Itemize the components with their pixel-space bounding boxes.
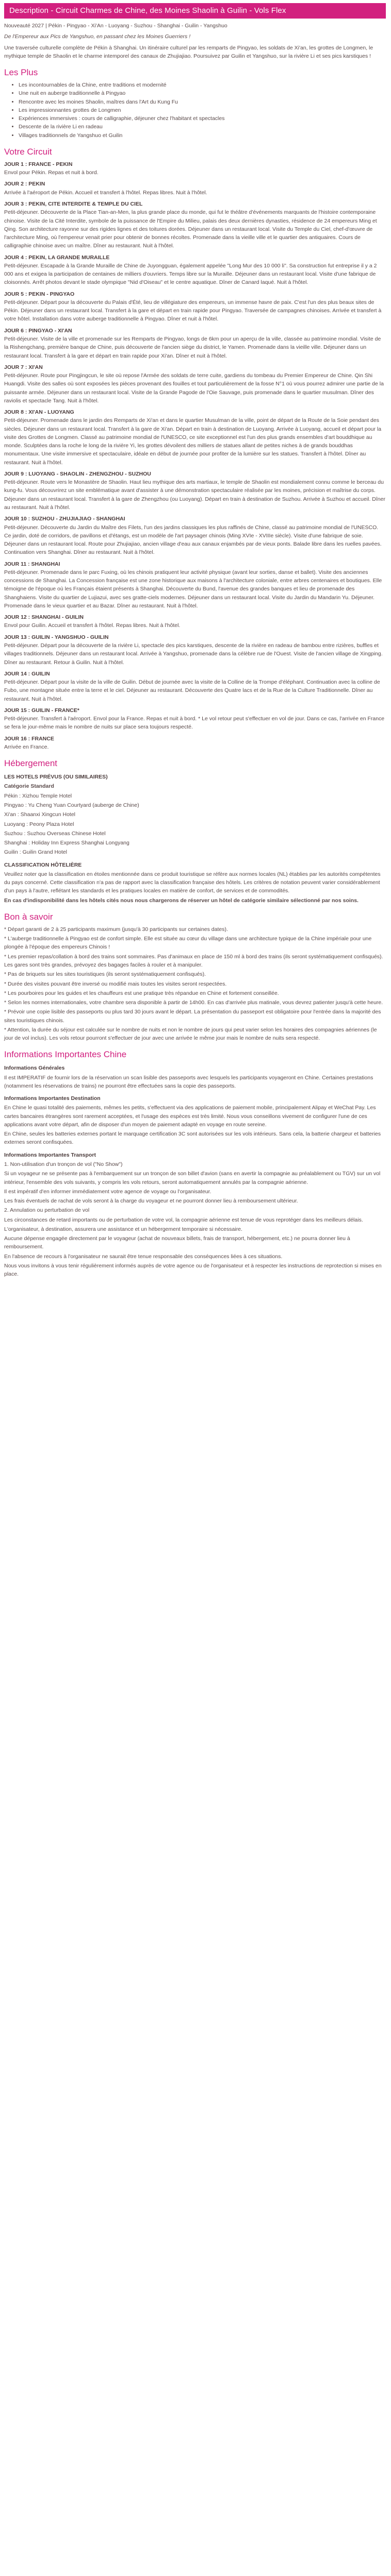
day-block xyxy=(4,470,386,512)
day-block xyxy=(4,408,386,467)
hebergement-block xyxy=(4,773,386,905)
hotel-line: Luoyang : Peony Plaza Hotel xyxy=(4,821,74,827)
day-text: Petit-déjeuner. Départ pour la découverte de la rivière Li, spectacle des pics karstiques, descente de la rivière en radeau de bambou entre rizières, buffles et villages traditionnels. Déjeuner dans un restaurant local. Arrivée à Yangshuo, promenade dans la célèbre rue de l'Ouest. Visite de l'ancien village de Xingping. Dîner au restaurant. Retour à Guilin. Nuit à l'hôtel. xyxy=(4,642,383,666)
infos-line: En Chine le quasi totalité des paiements, mêmes les petits, s'effectuent via des applications de paiement mobile, principalement Alipay et WeChat Pay. Les cartes bancaires étrangères sont rarement acceptées, et l'usage des espèces est très limité. Nous vous conseillons vivement de configurer l'une de ces applications avant votre départ, afin de disposer d'un moyen de paiement adapté en voyage en route sereine. xyxy=(4,1105,376,1128)
plus-item: • Villages traditionnels de Yangshuo et Guilin xyxy=(19,131,386,140)
day-text: Petit-déjeuner. Promenade dans le parc Fuxing, où les chinois pratiquent leur activité physique (avant leur sorties, danse et ballet). Visite des anciennes concessions de Shanghai. La Concession française est une zone historique aux maisons à l'architecture coloniale, entre arbres centenaires et boutiques. Elle témoigne de l'époque où les Français étaient présents à Shanghai. Découverte du Bund, l'avenue des grandes banques et lieu de promenade des Shanghaiens. Visite du quartier de Lujiazui, avec ses gratte-ciels modernes. Déjeuner dans un restaurant local. Visite du Jardin du Mandarin Yu. Déjeuner. Promenade dans le vieux quartier et au Bazar. Dîner au restaurant. Nuit à l'hôtel. xyxy=(4,569,382,609)
infos-heading: Informations Importantes Transport xyxy=(4,1151,96,1158)
infos-line: Il est impératif d'en informer immédiatement votre agence de voyage ou l'organisateur. xyxy=(4,1188,211,1195)
day-title: JOUR 15 : GUILIN - FRANCE* xyxy=(4,707,79,714)
hotel-line: Pingyao : Yu Cheng Yuan Courtyard (auberge de Chine) xyxy=(4,802,139,808)
day-title: JOUR 6 : PINGYAO - XI'AN xyxy=(4,327,72,334)
infos-heading: Informations Importantes Destination xyxy=(4,1095,101,1102)
day-text: Petit-déjeuner. Transfert à l'aéroport. Envol pour la France. Repas et nuit à bord. * Le vol retour peut s'effectuer en vol de jour. Dans ce cas, l'arrivée en France se fera le jour-même mais le nombre de nuits sur place sera toujours respecté. xyxy=(4,716,385,731)
day-block xyxy=(4,670,386,703)
plus-title: Les Plus xyxy=(4,67,38,78)
intro-route: Nouveauté 2027 | Pékin - Pingyao - Xi'An - Luoyang - Suzhou - Shanghai - Guilin - Yangshuo xyxy=(4,23,227,29)
day-block xyxy=(4,327,386,360)
day-title: JOUR 1 : FRANCE - PEKIN xyxy=(4,161,73,167)
infos-line: 1. Non-utilisation d'un tronçon de vol ("No Show") xyxy=(4,1161,123,1168)
intro-tagline: De l'Empereur aux Pics de Yangshuo, en passant chez les Moines Guerriers ! xyxy=(4,33,191,40)
hotel-line: Shanghai : Holiday Inn Express Shanghai Longyang xyxy=(4,840,129,846)
infos-title: Informations Importantes Chine xyxy=(4,1049,127,1060)
day-title: JOUR 12 : SHANGHAI - GUILIN xyxy=(4,614,84,621)
day-block xyxy=(4,253,386,287)
day-block xyxy=(4,633,386,667)
day-title: JOUR 11 : SHANGHAI xyxy=(4,561,60,567)
infos-line: Les frais éventuels de rachat de vols seront à la charge du voyageur et ne pourront donner lieu à remboursement ultérieur. xyxy=(4,1198,298,1205)
day-text: Petit-déjeuner. Découverte du Jardin du Maître des Filets, l'un des jardins classiques les plus raffinés de Chine, classé au patrimoine mondial de l'UNESCO. Ce jardin, doté de corridors, de pavillons et d'étangs, est un modèle de l'art paysager chinois (Ming XVIe - XVIIIe siècle). Visite d'une fabrique de soie. Déjeuner dans un restaurant local. Route pour Zhujiajiao, ancien village d'eau aux canaux enjambés par de vieux ponts. Balade libre dans les ruelles pavées. Continuation vers Shanghai. Dîner au restaurant. Nuit à l'hôtel. xyxy=(4,524,382,556)
day-text: Petit-déjeuner. Route vers le Monastère de Shaolin. Haut lieu mythique des arts martiaux, le temple de Shaolin est mondialement connu comme le berceau du kung-fu. Vous découvrirez un site emblématique avant d'assister à une démonstration spectaculaire réalisée par les moines, précision et maîtrise du corps. Déjeuner dans un restaurant local. Transfert à la gare de Zhengzhou (ou Luoyang). Départ en train à destination de Suzhou. Arrivée à Suzhou et accueil. Dîner au restaurant. Nuit à l'hôtel. xyxy=(4,479,385,511)
day-title: JOUR 9 : LUOYANG - SHAOLIN - ZHENGZHOU - SUZHOU xyxy=(4,470,151,477)
infos-line: Si un voyageur ne se présente pas à l'embarquement sur un tronçon de son billet d'avion (sans en avertir la compagnie au préalablement ou TGV) sur un vol intérieur, l'ensemble des vols suivants, y compris les vols retours, seront automatiquement annulés par la compagnie aérienne. xyxy=(4,1171,381,1185)
intro-text: Une traversée culturelle complète de Pékin à Shanghai. Un itinéraire culturel par les remparts de Pingyao, les soldats de Xi'an, les grottes de Longmen, le mythique temple de Shaolin et le charme intemporel des canaux de Zhujiajiao. Poursuivez par Guilin et Yangshuo, sur la rivière Li et ses pics karstiques ! xyxy=(4,44,373,59)
bonsavoir-item: * Selon les normes internationales, votre chambre sera disponible à partir de 14h00. En cas d'arrivée plus matinale, vous devrez patienter jusqu'à cette heure. xyxy=(4,999,383,1006)
day-title: JOUR 4 : PEKIN, LA GRANDE MURAILLE xyxy=(4,254,110,261)
day-block xyxy=(4,180,386,197)
day-text: Petit-déjeuner. Départ pour la découverte du Palais d'Été, lieu de villégiature des empereurs, un immense havre de paix. C'est l'un des plus beaux sites de Pékin. Déjeuner dans un restaurant local. Transfert à la gare et départ en train rapide pour Pingyao. Traversée de campagnes chinoises. Arrivée et transfert à votre hôtel. Installation dans votre auberge traditionnelle à Pingyao. Dîner et nuit à l'hôtel. xyxy=(4,299,382,323)
infos-line: Aucune dépense engagée directement par le voyageur (achat de nouveaux billets, frais de transport, hébergement, etc.) ne pourra donner lieu à remboursement. xyxy=(4,1235,350,1250)
day-block xyxy=(4,515,386,556)
day-title: JOUR 13 : GUILIN - YANGSHUO - GUILIN xyxy=(4,634,109,640)
hotel-line: Xi'an : Shaanxi Xingcun Hotel xyxy=(4,811,76,818)
plus-list xyxy=(4,81,386,140)
hebergement-title: Hébergement xyxy=(4,758,58,769)
infos-line: Nous vous invitons à vous tenir régulièrement informés auprès de votre agence ou de l'organisateur et à respecter les instructions de reprotection si mises en place. xyxy=(4,1262,382,1278)
day-text: Petit-déjeuner. Escapade à la Grande Muraille de Chine de Juyongguan, également appelée "Long Mur des 10 000 li". Sa construction fut entreprise il y a 2 000 ans et exigea la participation de centaines de milliers d'ouvriers. Temps libre sur la Muraille. Déjeuner dans un restaurant local. Visite d'une fabrique de cloisonnés. Arrêt photos devant le stade olympique "Nid d'Oiseau" et le centre aquatique. Dîner de Canard laqué. Nuit à l'hôtel. xyxy=(4,262,377,286)
bonsavoir-block xyxy=(4,925,386,1042)
plus-item: • Descente de la rivière Li en radeau xyxy=(19,123,386,131)
hotel-line: Pékin : Xizhou Temple Hotel xyxy=(4,792,72,799)
bonsavoir-item: * Durée des visites pouvant être inversé ou modifié mais toutes les visites seront respectées. xyxy=(4,980,227,987)
day-title: JOUR 14 : GUILIN xyxy=(4,670,50,677)
hotel-category: Catégorie Standard xyxy=(4,783,54,790)
classification-text: Veuillez noter que la classification en étoiles mentionnée dans ce produit touristique se réfère aux normes locales (NL) établies par les autorités compétentes du pays concerné. Cette classification n'a pas de rapport avec la classification française des hôtels. Les critères de notation peuvent varier considérablement d'un pays à l'autre, reflétant les standards et les pratiques locales en matière de confort, de services et de commodités. xyxy=(4,871,381,894)
infos-line: En l'absence de recours à l'organisateur ne saurait être tenue responsable des conséquences liées à ces situations. xyxy=(4,1253,283,1260)
bonsavoir-item: * Les pourboires pour les guides et les chauffeurs est une pratique très répandue en Chine et fortement conseillée. xyxy=(4,990,279,996)
infos-block xyxy=(4,1064,386,1278)
plus-item: • Rencontre avec les moines Shaolin, maîtres dans l'Art du Kung Fu xyxy=(19,98,386,106)
day-text: Petit-déjeuner. Visite de la ville et promenade sur les Remparts de Pingyao, longs de 6km pour un aperçu de la ville, classée au patrimoine mondial. Visite de la Rishengchang, première banque de Chine, puis découverte de l'ancien siège du district, le Yamen. Promenade dans la vieille ville. Déjeuner dans un restaurant local. Transfert à la gare et départ en train rapide pour Xi'an. Dîner et nuit à l'hôtel. xyxy=(4,335,381,359)
day-block xyxy=(4,363,386,405)
day-text: Petit-déjeuner. Route pour Pingjingcun, le site où repose l'Armée des soldats de terre cuite, gardiens du tombeau du Premier Empereur de Chine. Qin Shi Huangdi. Visite des salles où sont exposées les pièces provenant des fouilles et tout particulièrement de la fosse N°1 où vous pourrez admirer une partie de la puissante armée. Déjeuner dans un restaurant local. Visite de la Grande Pagode de l'Oie Sauvage, puis promenade dans le quartier musulman. Dîner des raviolis et spectacle Tang. Nuit à l'hôtel. xyxy=(4,372,384,404)
day-title: JOUR 8 : XI'AN - LUOYANG xyxy=(4,409,74,416)
infos-line: Il est IMPERATIF de fournir lors de la réservation un scan lisible des passeports avec lesquels les participants voyageront en Chine. Certaines prestations (notamment les réservations de trains) ne pourront être effectuées sans la copie des passeports. xyxy=(4,1074,373,1089)
day-title: JOUR 10 : SUZHOU - ZHUJIAJIAO - SHANGHAI xyxy=(4,516,125,522)
bonsavoir-item: * Prévoir une copie lisible des passeports ou plus tard 30 jours avant le départ. La présentation du passeport est obligatoire pour l'entrée dans la majorité des sites touristiques chinois. xyxy=(4,1009,381,1024)
circuit-days xyxy=(4,160,386,751)
day-block xyxy=(4,706,386,732)
day-block xyxy=(4,200,386,250)
bonsavoir-item: * L'auberge traditionnelle à Pingyao est de confort simple. Elle est située au cœur du village dans une architecture typique de la Chine impériale pour une plongée à l'époque des empereurs Chinois ! xyxy=(4,936,372,951)
plus-item: • Une nuit en auberge traditionnelle à Pingyao xyxy=(19,89,386,97)
day-title: JOUR 2 : PEKIN xyxy=(4,181,45,188)
day-block xyxy=(4,735,386,752)
infos-line: Les circonstances de retard importants ou de perturbation de votre vol, la compagnie aérienne est tenue de vous reprotéger dans les meilleurs délais. xyxy=(4,1216,363,1223)
day-block xyxy=(4,560,386,611)
classification-subtitle: CLASSIFICATION HÔTELIÈRE xyxy=(4,861,82,868)
day-text: Arrivée en France. xyxy=(4,743,49,750)
day-text: Petit-déjeuner. Découverte de la Place Tian-an-Men, la plus grande place du monde, qui fut le théâtre d'événements marquants de l'histoire contemporaine chinoise. Visite de la Cité Interdite, symbole de la puissance de l'Empire du Milieu, palais des deux dernières dynasties, résidence de 24 empereurs Ming et Qing. Son architecture rayonne sur des rigides lignes et des toitures dorées. Déjeuner dans un restaurant local. Visite du Temple du Ciel, chef-d'œuvre de l'architecture Ming, où l'empereur venait prier pour obtenir de bonnes récoltes. Promenade dans la vieille ville et le quartier des antiquaires. Cours de calligraphie chinoise avec un maître. Dîner au restaurant. Nuit à l'hôtel. xyxy=(4,209,377,249)
infos-line: L'organisateur, à destination, assurera une assistance et un hébergement temporaire si nécessaire. xyxy=(4,1226,242,1232)
day-title: JOUR 5 : PEKIN - PINGYAO xyxy=(4,291,75,297)
hotels-subtitle: LES HOTELS PRÉVUS (OU SIMILAIRES) xyxy=(4,774,108,781)
day-block xyxy=(4,613,386,630)
plus-item: • Les incontournables de la Chine, entre traditions et modernité xyxy=(19,81,386,89)
bonsavoir-item: * Les premier repas/collation à bord des trains sont sommaires. Pas d'animaux en place de 150 ml à bord des trains (ils seront systématiquement confisqués). Les gares sont très grandes, prévoyez des bagages faciles à rouler et à manipuler. xyxy=(4,953,383,968)
day-block xyxy=(4,290,386,324)
day-text: Envol pour Guilin. Accueil et transfert à l'hôtel. Repas libres. Nuit à l'hôtel. xyxy=(4,622,181,629)
infos-line: 2. Annulation ou perturbation de vol xyxy=(4,1207,90,1214)
plus-item: • Les impressionnantes grottes de Longmen xyxy=(19,106,386,114)
day-text: Envol pour Pékin. Repas et nuit à bord. xyxy=(4,170,99,176)
day-title: JOUR 7 : XI'AN xyxy=(4,364,43,370)
hotel-line: Suzhou : Suzhou Overseas Chinese Hotel xyxy=(4,830,106,837)
day-text: Petit-déjeuner. Départ pour la visite de la ville de Guilin. Début de journée avec la visite de la Colline de la Trompe d'éléphant. Continuation avec la colline de Fubo, une montagne située entre la terre et le ciel. Déjeuner au restaurant. Découverte des Quatre lacs et de la Rue de la Culture Traditionnelle. Dîner au restaurant. Nuit à l'hôtel. xyxy=(4,679,380,702)
day-text: Arrivée à l'aéroport de Pékin. Accueil et transfert à l'hôtel. Repas libres. Nuit à l'hôtel. xyxy=(4,189,207,196)
hotel-line: Guilin : Guilin Grand Hotel xyxy=(4,849,67,856)
bonsavoir-item: * Départ garanti de 2 à 25 participants maximum (jusqu'à 30 participants sur certaines dates). xyxy=(4,926,228,933)
plus-item: • Expériences immersives : cours de calligraphie, déjeuner chez l'habitant et spectacles xyxy=(19,114,386,123)
infos-line: En Chine, seules les batteries externes portant le marquage certification 3C sont autorisées sur les vols intérieurs. Sans cela, la batterie chargeur et batteries externes seront confisquées. xyxy=(4,1131,381,1146)
day-block xyxy=(4,160,386,177)
day-title: JOUR 16 : FRANCE xyxy=(4,735,54,742)
bonsavoir-item: * Attention, la durée du séjour est calculée sur le nombre de nuits et non le nombre de jours qui peut varier selon les horaires des compagnies aériennes (le jour de vol inclus). Les vols retour pourront s'effectuer de jour avec une arrivée le même jour mais le nombre de nuits sera respecté. xyxy=(4,1026,377,1042)
day-text: Petit-déjeuner. Promenade dans le jardin des Remparts de Xi'an et dans le quartier Musulman de la ville, point de départ de la Route de la Soie pendant des siècles. Déjeuner dans un restaurant local. Transfert à la gare de Xi'an. Départ en train à destination de Luoyang. Arrivée à Luoyang, accueil et départ pour la visite des Grottes de Longmen. Classé au patrimoine mondial de l'UNESCO, ce site exceptionnel est l'un des plus grands ensembles d'art bouddhique au monde. Sculptées dans la roche le long de la rivière Yi, les grottes dévoilent des milliers de statues allant de petites niches à de grands bouddhas monumentaux. Une visite immersive et spectaculaire, idéale en début de journée pour profiter de la lumière sur les statues. Transfert à l'hôtel. Dîner au restaurant. Nuit à l'hôtel. xyxy=(4,417,382,466)
classification-note: En cas d'indisponibilité dans les hôtels cités nous nous chargerons de réserver un hôtel de catégorie similaire sélectionné par nos soins. xyxy=(4,897,359,904)
bonsavoir-title: Bon à savoir xyxy=(4,911,53,922)
circuit-title: Votre Circuit xyxy=(4,146,52,157)
day-title: JOUR 3 : PEKIN, CITE INTERDITE & TEMPLE DU CIEL xyxy=(4,200,143,207)
infos-heading: Informations Générales xyxy=(4,1065,65,1072)
page-banner: Description - Circuit Charmes de Chine, des Moines Shaolin à Guilin - Vols Flex xyxy=(4,3,386,19)
bonsavoir-item: * Pas de briquets sur les sites touristiques (ils seront systématiquement confisqués). xyxy=(4,971,206,978)
